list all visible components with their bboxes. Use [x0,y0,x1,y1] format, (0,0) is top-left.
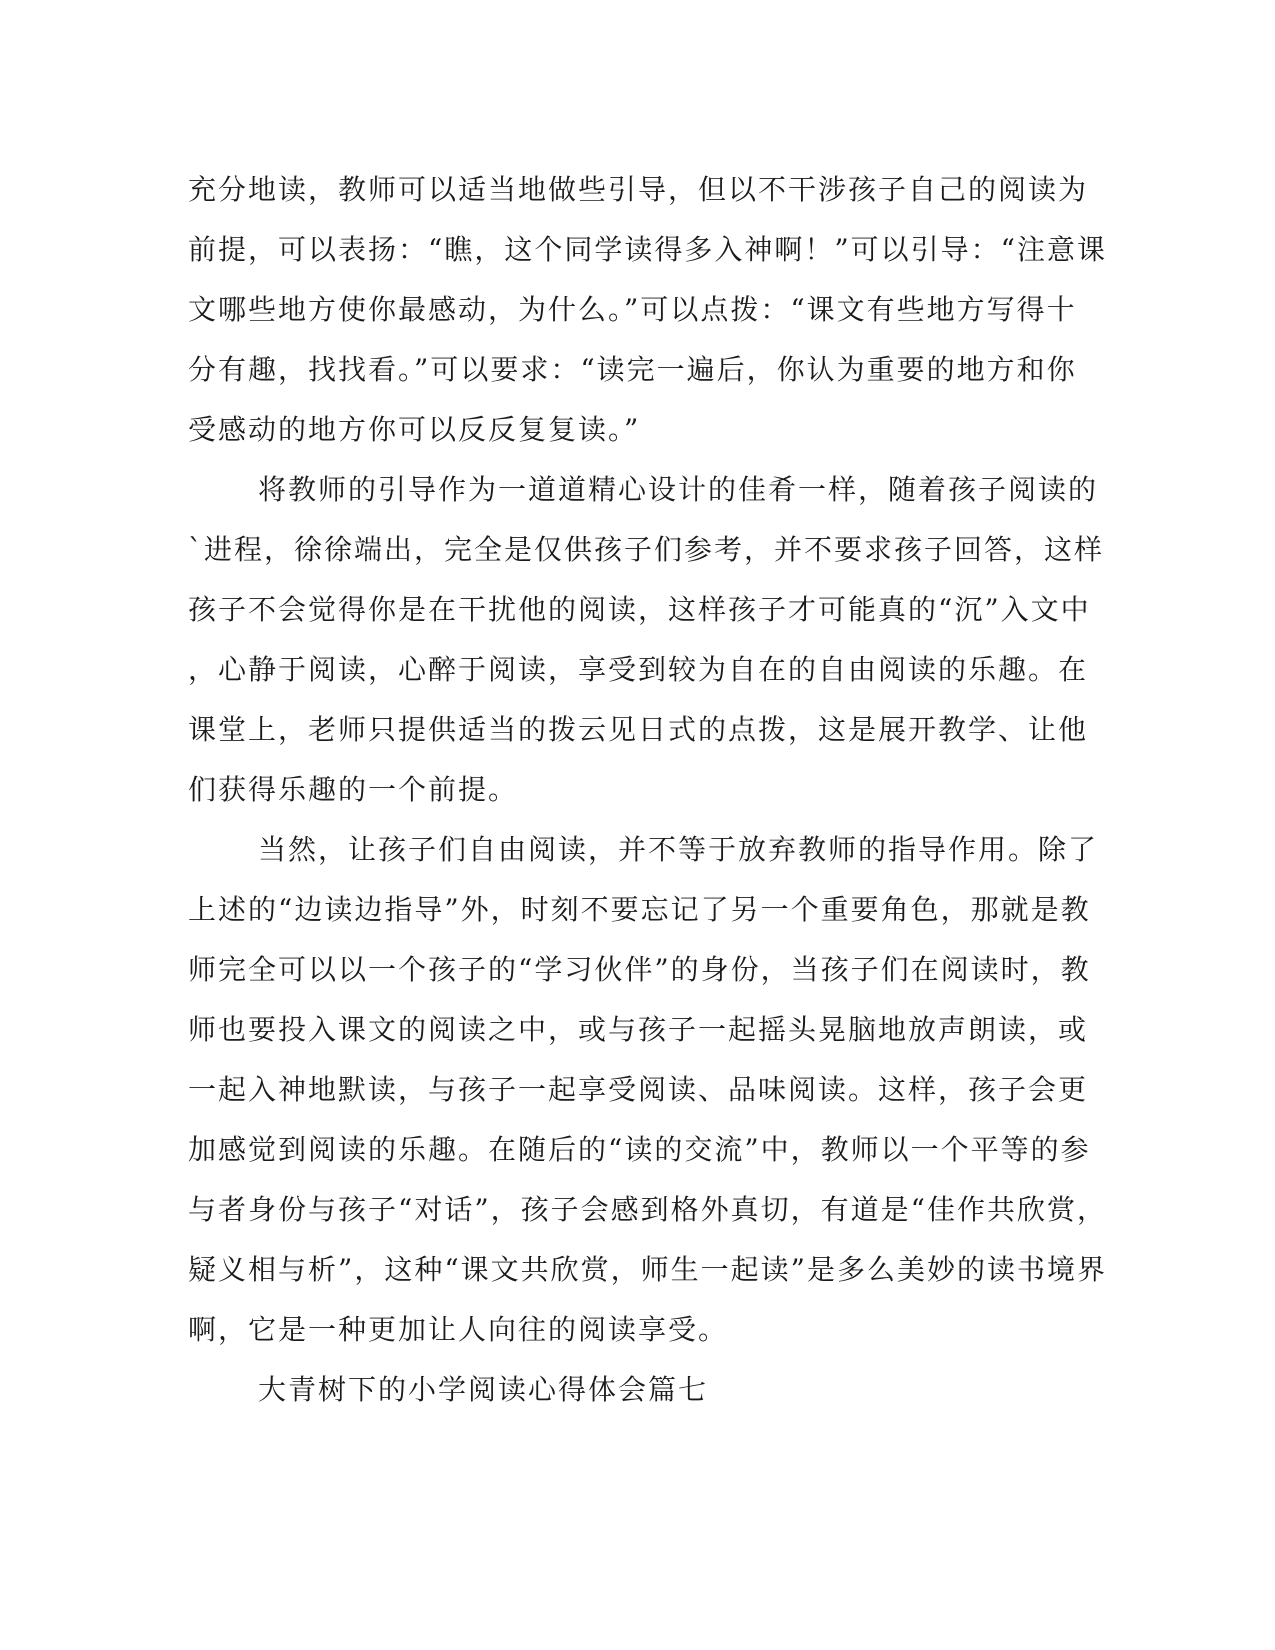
text-line: 啊，它是一种更加让人向往的阅读享受。 [188,1313,729,1346]
paragraph-first-line: 当然，让孩子们自由阅读，并不等于放弃教师的指导作用。除了 [258,833,1099,866]
text-line: ，心静于阅读，心醉于阅读，享受到较为自在的自由阅读的乐趣。在 [188,653,1089,686]
text-line: 师也要投入课文的阅读之中，或与孩子一起摇头晃脑地放声朗读，或 [188,1013,1089,1046]
body-text [188,160,1107,1420]
text-line: 一起入神地默读，与孩子一起享受阅读、品味阅读。这样，孩子会更 [188,1073,1089,1106]
paragraph-first-line: 将教师的引导作为一道道精心设计的佳肴一样，随着孩子阅读的 [258,473,1099,506]
section-heading: 大青树下的小学阅读心得体会篇七 [258,1373,709,1406]
text-line: 们获得乐趣的一个前提。 [188,773,519,806]
text-line: 上述的“边读边指导”外，时刻不要忘记了另一个重要角色，那就是教 [188,893,1091,926]
text-line: `进程，徐徐端出，完全是仅供孩子们参考，并不要求孩子回答，这样 [188,533,1105,566]
text-line: 充分地读，教师可以适当地做些引导，但以不干涉孩子自己的阅读为 [188,173,1089,206]
text-line: 加感觉到阅读的乐趣。在随后的“读的交流”中，教师以一个平等的参 [188,1133,1091,1166]
text-line: 文哪些地方使你最感动，为什么。”可以点拨：“课文有些地方写得十 [188,293,1077,326]
text-line: 师完全可以以一个孩子的“学习伙伴”的身份，当孩子们在阅读时，教 [188,953,1091,986]
text-line: 与者身份与孩子“对话”，孩子会感到格外真切，有道是“佳作共欣赏， [188,1193,1107,1226]
text-line: 分有趣，找找看。”可以要求：“读完一遍后，你认为重要的地方和你 [188,353,1077,386]
text-line: 课堂上，老师只提供适当的拨云见日式的点拨，这是展开教学、让他 [188,713,1089,746]
text-line: 受感动的地方你可以反反复复读。” [188,413,641,446]
text-line: 前提，可以表扬：“瞧，这个同学读得多入神啊！”可以引导：“注意课 [188,233,1107,266]
text-line: 孩子不会觉得你是在干扰他的阅读，这样孩子才可能真的“沉”入文中 [188,593,1091,626]
text-line: 疑义相与析”，这种“课文共欣赏，师生一起读”是多么美妙的读书境界 [188,1253,1107,1286]
